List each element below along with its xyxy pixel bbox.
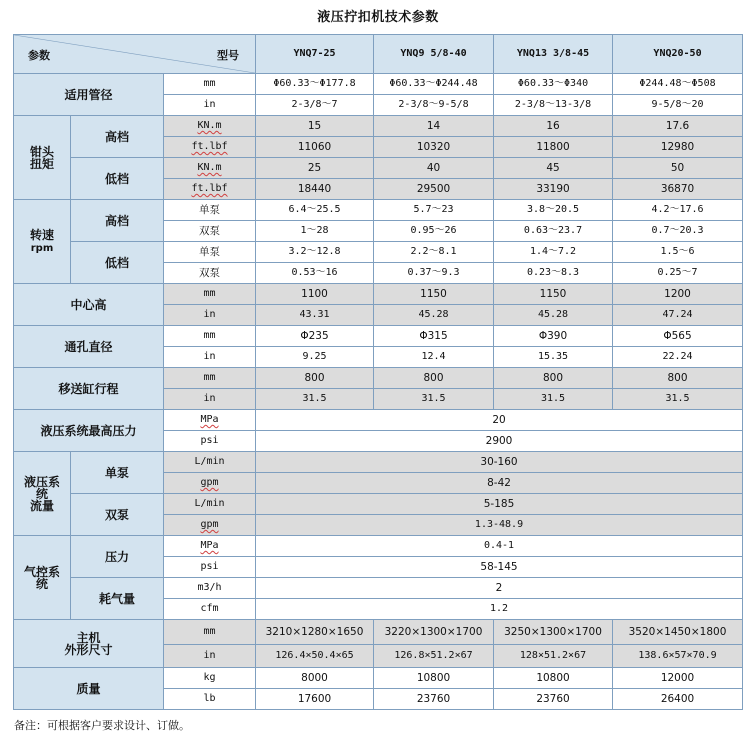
value-cell: 2-3/8～7	[256, 95, 374, 116]
value-cell: 1100	[256, 284, 374, 305]
sub-label-air-pressure: 压力	[71, 536, 164, 578]
table-row	[14, 536, 743, 557]
value-cell: 3.8～20.5	[494, 200, 613, 221]
footnote: 备注：可根据客户要求设计、订做。	[14, 719, 190, 732]
table-row	[14, 284, 743, 305]
row-label-mass: 质量	[14, 668, 164, 710]
value-cell: 3210×1280×1650	[256, 620, 374, 645]
value-cell: 25	[256, 158, 374, 179]
value-cell: 17.6	[613, 116, 743, 137]
value-cell: 14	[374, 116, 494, 137]
value-cell: 9.25	[256, 347, 374, 368]
spec-table	[13, 34, 743, 710]
value-cell: 23760	[374, 689, 494, 710]
value-cell: 31.5	[374, 389, 494, 410]
table-row	[14, 620, 743, 645]
value-cell: 126.4×50.4×65	[256, 645, 374, 668]
unit-cell: m3/h	[164, 578, 256, 599]
value-cell: 47.24	[613, 305, 743, 326]
value-cell: 126.8×51.2×67	[374, 645, 494, 668]
model-header: YNQ20-50	[613, 35, 743, 74]
table-row	[14, 494, 743, 515]
model-header: YNQ13 3/8-45	[494, 35, 613, 74]
unit-cell: lb	[164, 689, 256, 710]
value-cell: 3220×1300×1700	[374, 620, 494, 645]
value-cell: 12980	[613, 137, 743, 158]
value-cell: 45.28	[494, 305, 613, 326]
value-cell: Φ244.48～Φ508	[613, 74, 743, 95]
value-cell: Φ60.33～Φ244.48	[374, 74, 494, 95]
value-cell: 0.63～23.7	[494, 221, 613, 242]
model-header: YNQ7-25	[256, 35, 374, 74]
table-row	[14, 410, 743, 431]
unit-cell: mm	[164, 326, 256, 347]
value-cell: 0.7～20.3	[613, 221, 743, 242]
value-cell: 10320	[374, 137, 494, 158]
table-row	[14, 158, 743, 179]
table-row	[14, 326, 743, 347]
value-cell: 5.7～23	[374, 200, 494, 221]
row-label-max-pressure: 液压系统最高压力	[14, 410, 164, 452]
value-cell: 16	[494, 116, 613, 137]
value-cell: 10800	[374, 668, 494, 689]
value-cell: 2-3/8～9-5/8	[374, 95, 494, 116]
value-cell: 1～28	[256, 221, 374, 242]
value-cell: Φ235	[256, 326, 374, 347]
row-label-torque: 钳头 扭矩	[14, 116, 71, 200]
value-cell: Φ390	[494, 326, 613, 347]
row-label-pneumatic-system: 气控系 统	[14, 536, 71, 620]
value-cell: 31.5	[494, 389, 613, 410]
value-cell: 11800	[494, 137, 613, 158]
unit-cell: KN.m	[164, 158, 256, 179]
value-cell: 800	[374, 368, 494, 389]
value-cell: Φ315	[374, 326, 494, 347]
value-cell: 1.5～6	[613, 242, 743, 263]
unit-cell: in	[164, 305, 256, 326]
unit-cell: L/min	[164, 452, 256, 473]
value-cell: 30-160	[256, 452, 743, 473]
model-header: YNQ9 5/8-40	[374, 35, 494, 74]
value-cell: 3.2～12.8	[256, 242, 374, 263]
value-cell: 138.6×57×70.9	[613, 645, 743, 668]
unit-cell: in	[164, 95, 256, 116]
value-cell: 9-5/8～20	[613, 95, 743, 116]
unit-cell: ft.lbf	[164, 179, 256, 200]
row-label-pipe-size: 适用管径	[14, 74, 164, 116]
unit-cell: 双泵	[164, 221, 256, 242]
value-cell: 40	[374, 158, 494, 179]
table-row	[14, 200, 743, 221]
value-cell: 2	[256, 578, 743, 599]
value-cell: 3250×1300×1700	[494, 620, 613, 645]
sub-label-low-gear: 低档	[71, 158, 164, 200]
row-label-center-height: 中心高	[14, 284, 164, 326]
value-cell: 29500	[374, 179, 494, 200]
sub-label-air-consumption: 耗气量	[71, 578, 164, 620]
unit-cell: in	[164, 389, 256, 410]
row-label-bore-diameter: 通孔直径	[14, 326, 164, 368]
value-cell: 1.4～7.2	[494, 242, 613, 263]
sub-label-double-pump: 双泵	[71, 494, 164, 536]
value-cell: 3520×1450×1800	[613, 620, 743, 645]
sub-label-high-gear: 高档	[71, 116, 164, 158]
table-row	[14, 368, 743, 389]
value-cell: Φ565	[613, 326, 743, 347]
value-cell: 0.37～9.3	[374, 263, 494, 284]
value-cell: 6.4～25.5	[256, 200, 374, 221]
row-label-hydraulic-flow: 液压系 统 流量	[14, 452, 71, 536]
value-cell: 1.3-48.9	[256, 515, 743, 536]
unit-cell: 单泵	[164, 200, 256, 221]
value-cell: 45	[494, 158, 613, 179]
unit-cell: 双泵	[164, 263, 256, 284]
table-row	[14, 668, 743, 689]
unit-cell: ft.lbf	[164, 137, 256, 158]
value-cell: 18440	[256, 179, 374, 200]
unit-cell: mm	[164, 620, 256, 645]
value-cell: 8-42	[256, 473, 743, 494]
value-cell: 23760	[494, 689, 613, 710]
value-cell: 17600	[256, 689, 374, 710]
value-cell: 800	[494, 368, 613, 389]
table-header-row	[14, 35, 743, 74]
value-cell: 58-145	[256, 557, 743, 578]
table-row	[14, 116, 743, 137]
value-cell: 50	[613, 158, 743, 179]
value-cell: 0.25～7	[613, 263, 743, 284]
value-cell: 1150	[374, 284, 494, 305]
value-cell: 1200	[613, 284, 743, 305]
value-cell: 11060	[256, 137, 374, 158]
value-cell: 15.35	[494, 347, 613, 368]
value-cell: 0.95～26	[374, 221, 494, 242]
value-cell: 2-3/8～13-3/8	[494, 95, 613, 116]
value-cell: 10800	[494, 668, 613, 689]
row-label-stroke: 移送缸行程	[14, 368, 164, 410]
value-cell: 22.24	[613, 347, 743, 368]
value-cell: 4.2～17.6	[613, 200, 743, 221]
table-row	[14, 74, 743, 95]
table-title: 液压拧扣机技术参数	[317, 10, 439, 25]
value-cell: Φ60.33～Φ340	[494, 74, 613, 95]
unit-cell: KN.m	[164, 116, 256, 137]
unit-cell: mm	[164, 284, 256, 305]
unit-cell: psi	[164, 557, 256, 578]
value-cell: 20	[256, 410, 743, 431]
value-cell: 2900	[256, 431, 743, 452]
value-cell: 12.4	[374, 347, 494, 368]
value-cell: 5-185	[256, 494, 743, 515]
unit-cell: gpm	[164, 473, 256, 494]
value-cell: 36870	[613, 179, 743, 200]
table-row	[14, 578, 743, 599]
header-param-label: 参数	[28, 49, 50, 62]
unit-cell: psi	[164, 431, 256, 452]
value-cell: 800	[613, 368, 743, 389]
value-cell: 8000	[256, 668, 374, 689]
table-row	[14, 242, 743, 263]
value-cell: 33190	[494, 179, 613, 200]
unit-cell: kg	[164, 668, 256, 689]
unit-cell: mm	[164, 368, 256, 389]
value-cell: 800	[256, 368, 374, 389]
header-model-label: 型号	[217, 49, 240, 62]
value-cell: 128×51.2×67	[494, 645, 613, 668]
value-cell: 43.31	[256, 305, 374, 326]
row-label-dimensions: 主机 外形尺寸	[14, 620, 164, 668]
value-cell: 0.53～16	[256, 263, 374, 284]
unit-cell: mm	[164, 74, 256, 95]
unit-cell: MPa	[164, 410, 256, 431]
sub-label-low-gear: 低档	[71, 242, 164, 284]
value-cell: 0.23～8.3	[494, 263, 613, 284]
value-cell: 2.2～8.1	[374, 242, 494, 263]
value-cell: 15	[256, 116, 374, 137]
value-cell: 1.2	[256, 599, 743, 620]
value-cell: 31.5	[613, 389, 743, 410]
value-cell: 12000	[613, 668, 743, 689]
table-row	[14, 452, 743, 473]
unit-cell: 单泵	[164, 242, 256, 263]
value-cell: 31.5	[256, 389, 374, 410]
value-cell: Φ60.33～Φ177.8	[256, 74, 374, 95]
unit-cell: in	[164, 645, 256, 668]
row-label-speed: 转速 rpm	[14, 200, 71, 284]
sub-label-single-pump: 单泵	[71, 452, 164, 494]
unit-cell: cfm	[164, 599, 256, 620]
value-cell: 1150	[494, 284, 613, 305]
unit-cell: gpm	[164, 515, 256, 536]
unit-cell: L/min	[164, 494, 256, 515]
unit-cell: in	[164, 347, 256, 368]
value-cell: 0.4-1	[256, 536, 743, 557]
sub-label-high-gear: 高档	[71, 200, 164, 242]
value-cell: 45.28	[374, 305, 494, 326]
value-cell: 26400	[613, 689, 743, 710]
header-diagonal-cell	[14, 35, 256, 74]
unit-cell: MPa	[164, 536, 256, 557]
